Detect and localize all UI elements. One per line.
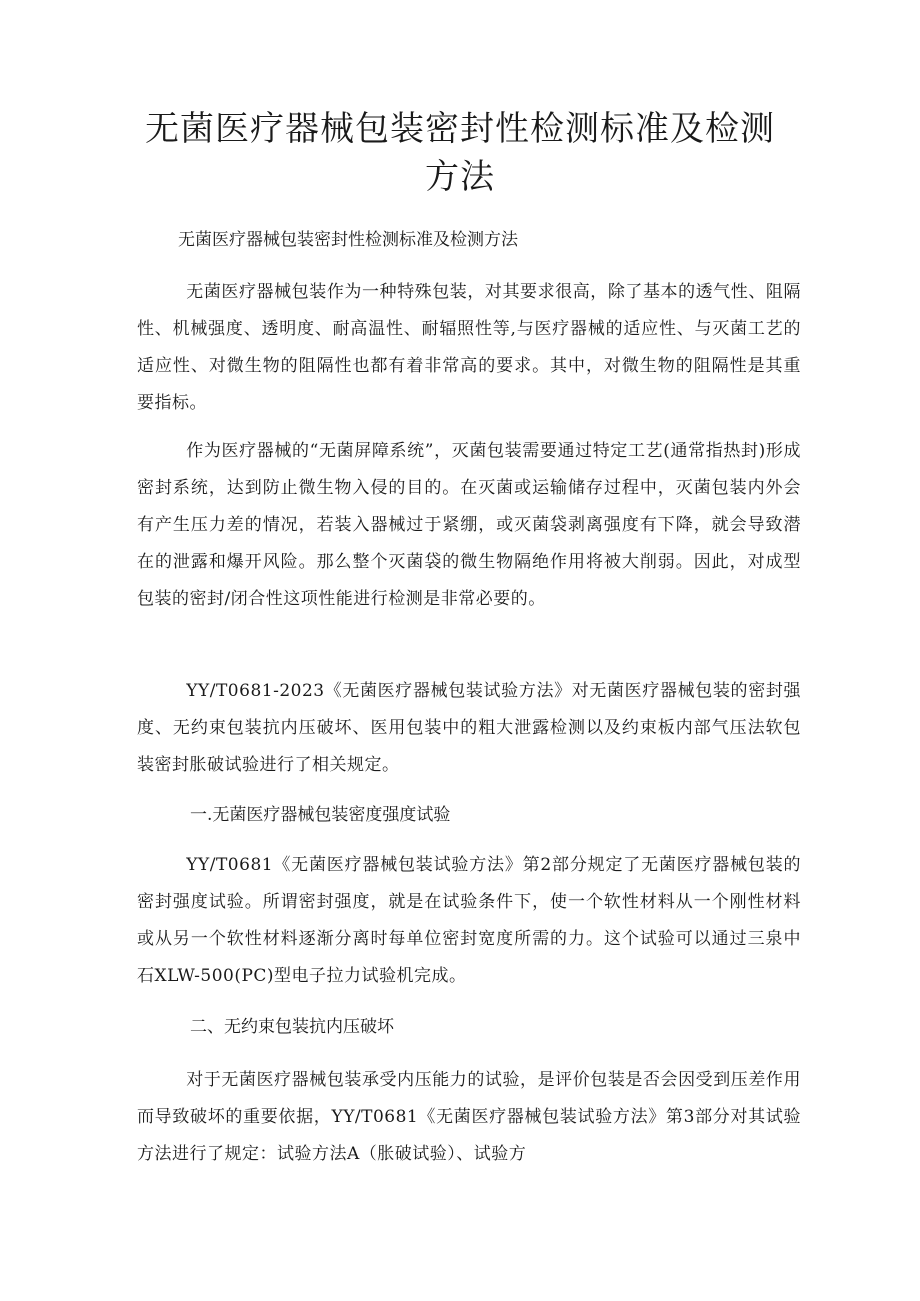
document-subtitle: 无菌医疗器械包装密封性检测标准及检测方法 <box>178 230 518 250</box>
paragraph-standard: YY/T0681-2023《无菌医疗器械包装试验方法》对无菌医疗器械包装的密封强度、无约束包装抗内压破坏、医用包装中的粗大泄露检测以及约束板内部气压法软包装密封胀破试验进行了相关规定。 <box>137 681 801 775</box>
document-title: 无菌医疗器械包装密封性检测标准及检测方法 <box>145 109 775 197</box>
paragraph-seal-strength: YY/T0681《无菌医疗器械包装试验方法》第2部分规定了无菌医疗器械包装的密封强度试验。所谓密封强度，就是在试验条件下，使一个软性材料从一个刚性材料或从另一个软性材料逐渐分离时每单位密封宽度所需的力。这个试验可以通过三泉中石XLW-500(PC)型电子拉力试验机完成。 <box>137 855 801 986</box>
section-heading-internal-pressure: 二、无约束包装抗内压破坏 <box>190 1017 394 1037</box>
paragraph-sterile-barrier: 作为医疗器械的“无菌屏障系统”，灭菌包装需要通过特定工艺(通常指热封)形成密封系统，达到防止微生物入侵的目的。在灭菌或运输储存过程中，灭菌包装内外会有产生压力差的情况，若装入器械过于紧绷，或灭菌袋剥离强度有下降，就会导致潜在的泄露和爆开风险。那么整个灭菌袋的微生物隔绝作用将被大削弱。因此，对成型包装的密封/闭合性这项性能进行检测是非常必要的。 <box>137 441 801 609</box>
paragraph-internal-pressure: 对于无菌医疗器械包装承受内压能力的试验，是评价包装是否会因受到压差作用而导致破坏的重要依据，YY/T0681《无菌医疗器械包装试验方法》第3部分对其试验方法进行了规定：试验方法A（胀破试验）、试验方 <box>137 1070 801 1164</box>
section-heading-seal-strength: 一.无菌医疗器械包装密度强度试验 <box>190 805 451 825</box>
paragraph-intro: 无菌医疗器械包装作为一种特殊包装，对其要求很高，除了基本的透气性、阻隔性、机械强度、透明度、耐高温性、耐辐照性等,与医疗器械的适应性、与灭菌工艺的适应性、对微生物的阻隔性也都有着非常高的要求。其中，对微生物的阻隔性是其重要指标。 <box>137 282 801 413</box>
